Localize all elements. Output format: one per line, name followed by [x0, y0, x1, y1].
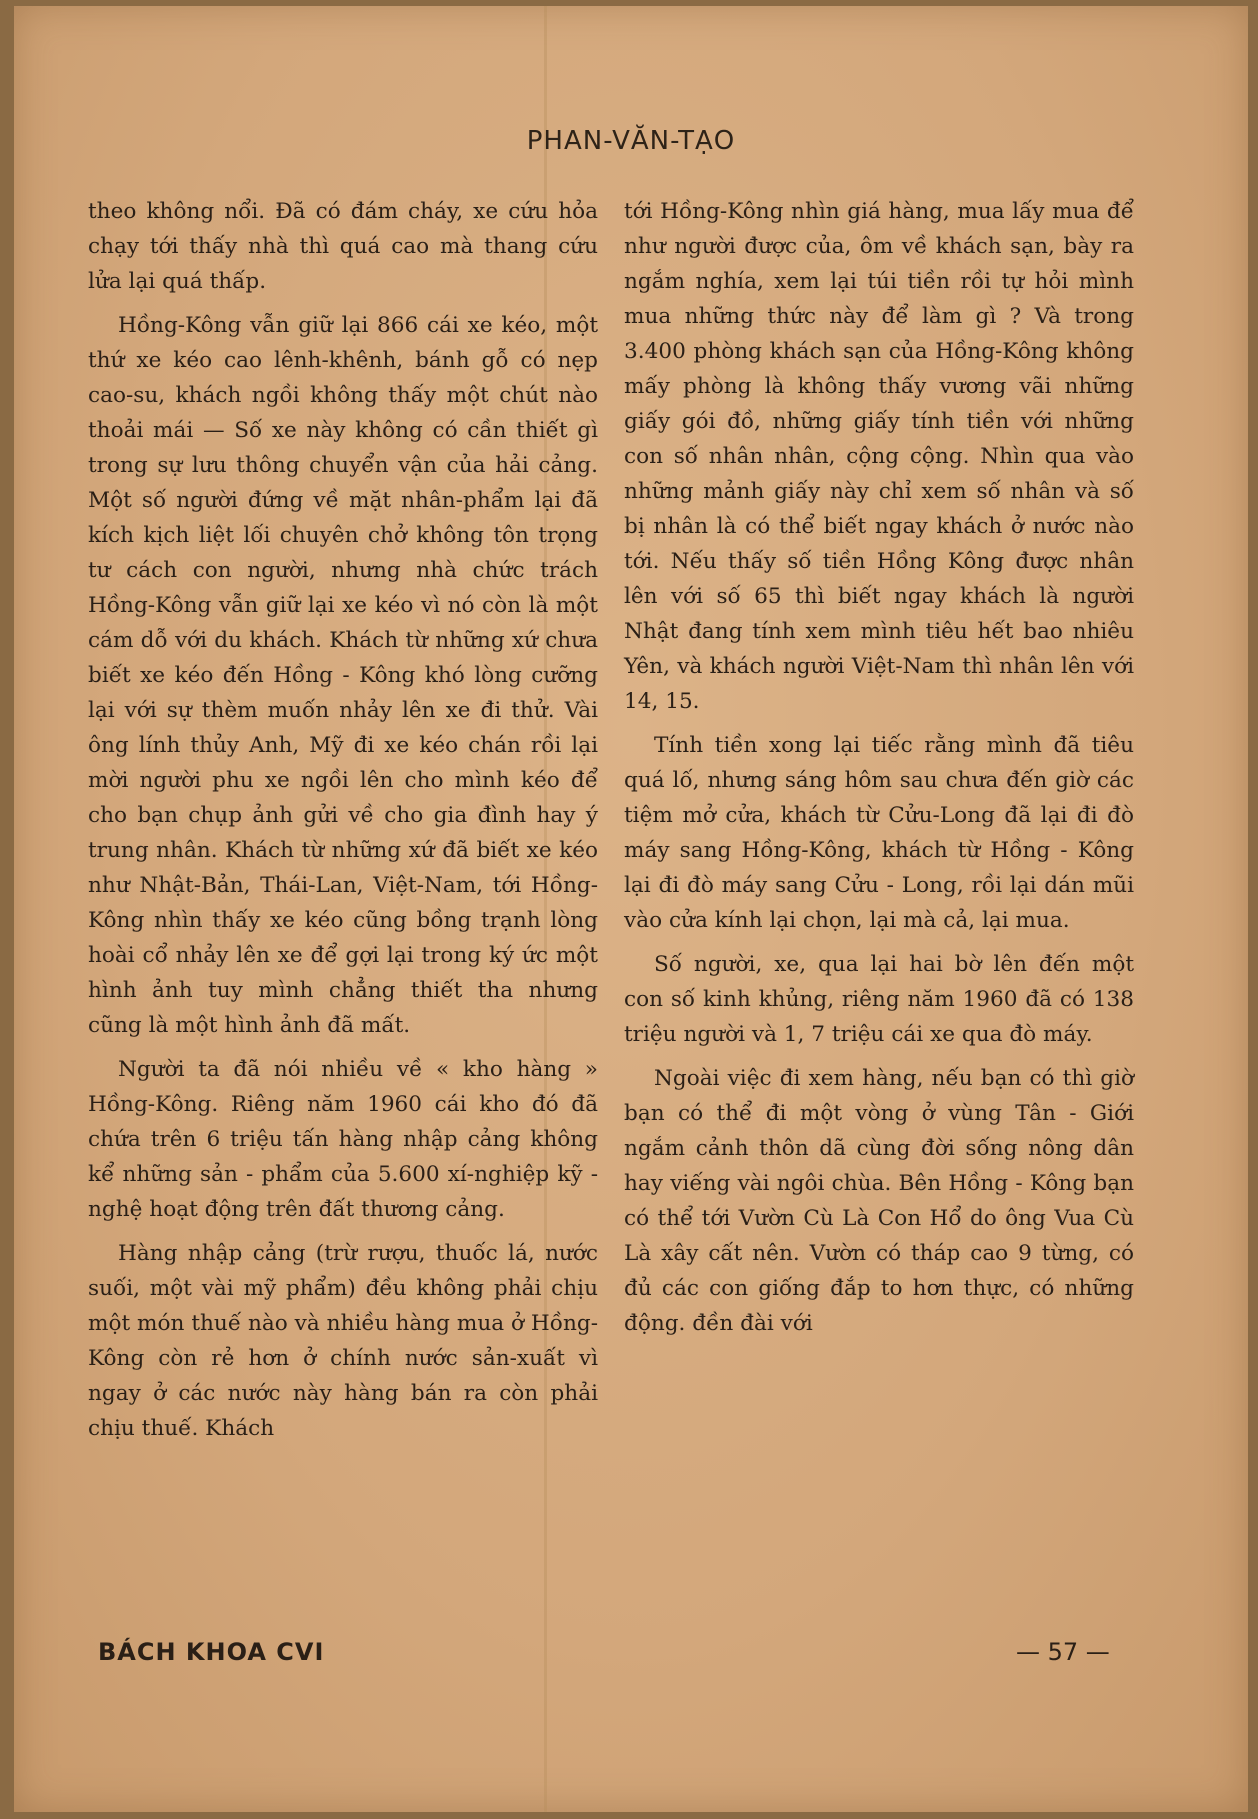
- paragraph: Ngoài việc đi xem hàng, nếu bạn có thì giờ bạn có thể đi một vòng ở vùng Tân - Giới ngắm cảnh thôn dã cùng đời sống nông dân hay viếng vài ngôi chùa. Bên Hồng - Kông bạn có thể tới Vườn Cù Là Con Hổ do ông Vua Cù Là xây cất nên. Vườn có tháp cao 9 từng, có đủ các con giống đắp to hơn thực, có những động. đền đài với: [624, 1066, 1134, 1336]
- right-column: [624, 194, 1134, 1350]
- page-number: — 57 —: [1016, 1638, 1110, 1666]
- left-column: [88, 194, 598, 1455]
- book-page: [14, 6, 1248, 1812]
- paragraph: Hồng-Kông vẫn giữ lại 866 cái xe kéo, một thứ xe kéo cao lênh-khênh, bánh gỗ có nẹp cao-su, khách ngồi không thấy một chút nào thoải mái — Số xe này không có cần thiết gì trong sự lưu thông chuyển vận của hải cảng. Một số người đứng về mặt nhân-phẩm lại đã kích kịch liệt lối chuyên chở không tôn trọng tư cách con người, nhưng nhà chức trách Hồng-Kông vẫn giữ lại xe kéo vì nó còn là một cám dỗ với du khách. Khách từ những xứ chưa biết xe kéo đến Hồng - Kông khó lòng cưỡng lại với sự thèm muốn nhảy lên xe đi thử. Vài ông lính thủy Anh, Mỹ đi xe kéo chán rồi lại mời người phu xe ngồi lên cho mình kéo để cho bạn chụp ảnh gửi về cho gia đình hay ý trung nhân. Khách từ những xứ đã biết xe kéo như Nhật-Bản, Thái-Lan, Việt-Nam, tới Hồng-Kông nhìn thấy xe kéo cũng bồng trạnh lòng hoài cổ nhảy lên xe để gợi lại trong ký ức một hình ảnh tuy mình chẳng thiết tha nhưng cũng là một hình ảnh đã mất.: [88, 313, 598, 1038]
- paragraph: theo không nổi. Đã có đám cháy, xe cứu hỏa chạy tới thấy nhà thì quá cao mà thang cứu lửa lại quá thấp.: [88, 199, 598, 294]
- paragraph: Người ta đã nói nhiều về « kho hàng » Hồng-Kông. Riêng năm 1960 cái kho đó đã chứa trên 6 triệu tấn hàng nhập cảng không kể những sản - phẩm của 5.600 xí-nghiệp kỹ - nghệ hoạt động trên đất thương cảng.: [88, 1057, 598, 1222]
- publication-footer: BÁCH KHOA CVI: [98, 1638, 325, 1666]
- running-header: PHAN-VĂN-TẠO: [526, 126, 736, 156]
- paragraph: Tính tiền xong lại tiếc rằng mình đã tiêu quá lố, nhưng sáng hôm sau chưa đến giờ các tiệm mở cửa, khách từ Cửu-Long đã lại đi đò máy sang Hồng-Kông, khách từ Hồng - Kông lại đi đò máy sang Cửu - Long, rồi lại dán mũi vào cửa kính lại chọn, lại mà cả, lại mua.: [624, 733, 1134, 933]
- paragraph: tới Hồng-Kông nhìn giá hàng, mua lấy mua để như người được của, ôm về khách sạn, bày ra ngắm nghía, xem lại túi tiền rồi tự hỏi mình mua những thức này để làm gì ? Và trong 3.400 phòng khách sạn của Hồng-Kông không mấy phòng là không thấy vương vãi những giấy gói đồ, những giấy tính tiền với những con số nhân nhân, cộng cộng. Nhìn qua vào những mảnh giấy này chỉ xem số nhân và số bị nhân là có thể biết ngay khách ở nước nào tới. Nếu thấy số tiền Hồng Kông được nhân lên với số 65 thì biết ngay khách là người Nhật đang tính xem mình tiêu hết bao nhiêu Yên, và khách người Việt-Nam thì nhân lên với 14, 15.: [624, 199, 1134, 714]
- paragraph: Hàng nhập cảng (trừ rượu, thuốc lá, nước suối, một vài mỹ phẩm) đều không phải chịu một món thuế nào và nhiều hàng mua ở Hồng-Kông còn rẻ hơn ở chính nước sản-xuất vì ngay ở các nước này hàng bán ra còn phải chịu thuế. Khách: [88, 1241, 598, 1441]
- paragraph: Số người, xe, qua lại hai bờ lên đến một con số kinh khủng, riêng năm 1960 đã có 138 triệu người và 1, 7 triệu cái xe qua đò máy.: [624, 952, 1134, 1047]
